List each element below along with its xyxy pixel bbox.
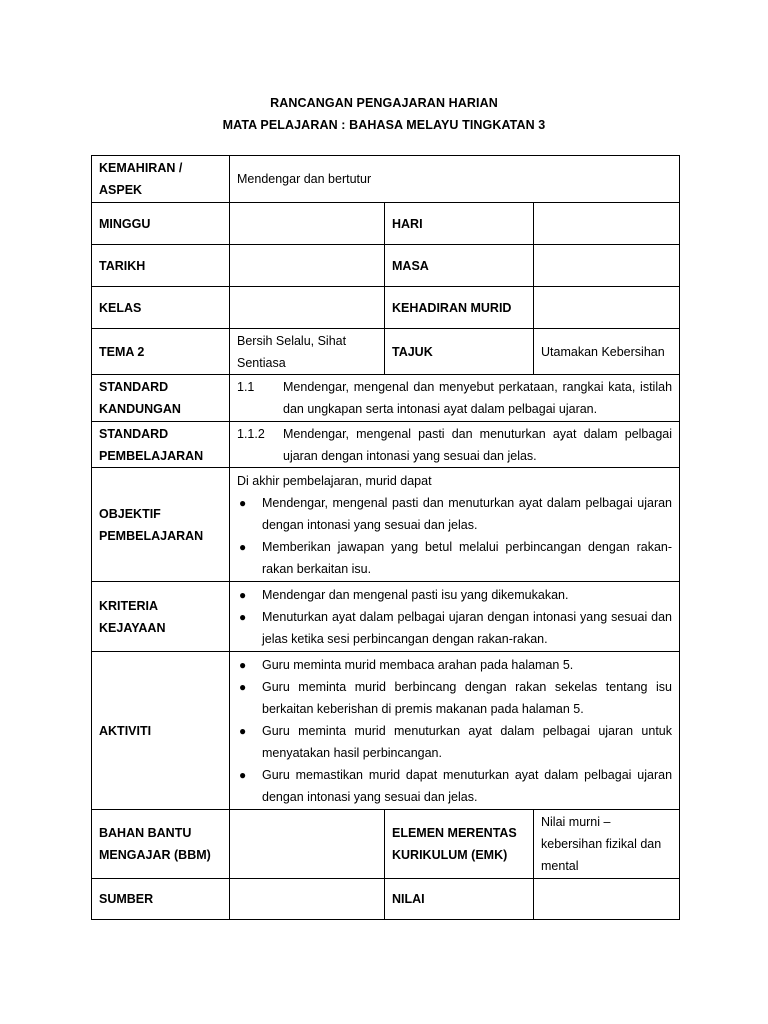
bbm-label: BAHAN BANTU MENGAJAR (BBM) <box>92 810 230 879</box>
emk-value: Nilai murni – kebersihan fizikal dan mental <box>534 810 680 879</box>
objektif-intro: Di akhir pembelajaran, murid dapat <box>237 473 432 488</box>
bullet-icon: ● <box>239 679 247 694</box>
aktiviti-label: AKTIVITI <box>92 652 230 810</box>
standard-kandungan-label: STANDARD KANDUNGAN <box>92 375 230 422</box>
emk-label: ELEMEN MERENTAS KURIKULUM (EMK) <box>385 810 534 879</box>
bullet-icon: ● <box>239 609 247 624</box>
document-subtitle: MATA PELAJARAN : BAHASA MELAYU TINGKATAN 3 <box>222 118 546 132</box>
table-row <box>92 287 680 329</box>
bullet-icon: ● <box>239 657 247 672</box>
objektif-cell <box>230 468 680 582</box>
standard-pembelajaran-label: STANDARD PEMBELAJARAN <box>92 422 230 468</box>
minggu-value <box>230 203 385 245</box>
table-row <box>92 879 680 920</box>
kehadiran-label: KEHADIRAN MURID <box>385 287 534 329</box>
aktiviti-list <box>237 654 672 808</box>
list-item: ● Mendengar dan mengenal pasti isu yang dikemukakan. <box>237 584 672 606</box>
table-row <box>92 203 680 245</box>
kelas-label: KELAS <box>92 287 230 329</box>
objektif-label: OBJEKTIF PEMBELAJARAN <box>92 468 230 582</box>
objektif-list <box>237 492 672 580</box>
hari-value <box>534 203 680 245</box>
list-item: ● Guru meminta murid membaca arahan pada halaman 5. <box>237 654 672 676</box>
table-row <box>92 156 680 203</box>
document-title: RANCANGAN PENGAJARAN HARIAN <box>270 96 498 110</box>
kriteria-list <box>237 584 672 650</box>
kelas-value <box>230 287 385 329</box>
masa-value <box>534 245 680 287</box>
list-item: ● Menuturkan ayat dalam pelbagai ujaran dengan intonasi yang sesuai dan jelas ketika sesi perbincangan dengan rakan-rakan. <box>237 606 672 650</box>
sumber-label: SUMBER <box>92 879 230 920</box>
bbm-value <box>230 810 385 879</box>
table-row <box>92 375 680 422</box>
tema-label: TEMA 2 <box>92 329 230 375</box>
tarikh-label: TARIKH <box>92 245 230 287</box>
sumber-value <box>230 879 385 920</box>
tajuk-value: Utamakan Kebersihan <box>534 329 680 375</box>
table-row <box>92 422 680 468</box>
hari-label: HARI <box>385 203 534 245</box>
standard-kandungan-number: 1.1 <box>237 380 255 394</box>
tajuk-label: TAJUK <box>385 329 534 375</box>
bullet-icon: ● <box>239 587 247 602</box>
table-row <box>92 468 680 582</box>
kriteria-cell <box>230 582 680 652</box>
bullet-icon: ● <box>239 723 247 738</box>
list-item: ● Memberikan jawapan yang betul melalui perbincangan dengan rakan-rakan berkaitan isu. <box>237 536 672 580</box>
nilai-value <box>534 879 680 920</box>
list-item: ● Guru memastikan murid dapat menuturkan ayat dalam pelbagai ujaran dengan intonasi yang sesuai dan jelas. <box>237 764 672 808</box>
list-item: ● Guru meminta murid menuturkan ayat dalam pelbagai ujaran untuk menyatakan hasil perbincangan. <box>237 720 672 764</box>
aktiviti-cell <box>230 652 680 810</box>
kriteria-label: KRITERIA KEJAYAAN <box>92 582 230 652</box>
bullet-icon: ● <box>239 495 247 510</box>
standard-pembelajaran-text: Mendengar, mengenal pasti dan menuturkan ayat dalam pelbagai ujaran dengan intonasi yang sesuai dan jelas. <box>283 426 673 463</box>
tarikh-value <box>230 245 385 287</box>
kemahiran-label: KEMAHIRAN / ASPEK <box>92 156 230 203</box>
nilai-label: NILAI <box>385 879 534 920</box>
kehadiran-value <box>534 287 680 329</box>
table-row <box>92 329 680 375</box>
standard-pembelajaran-number: 1.1.2 <box>237 426 265 441</box>
standard-kandungan-text: Mendengar, mengenal dan menyebut perkataan, rangkai kata, istilah dan ungkapan serta intonasi ayat dalam pelbagai ujaran. <box>283 380 673 416</box>
kemahiran-value: Mendengar dan bertutur <box>230 156 680 203</box>
bullet-icon: ● <box>239 767 247 782</box>
lesson-plan-table <box>91 155 680 920</box>
table-row <box>92 245 680 287</box>
standard-kandungan-cell <box>230 375 680 422</box>
table-row <box>92 810 680 879</box>
list-item: ● Mendengar, mengenal pasti dan menuturkan ayat dalam pelbagai ujaran dengan intonasi yang sesuai dan jelas. <box>237 492 672 536</box>
table-row <box>92 582 680 652</box>
table-row <box>92 652 680 810</box>
masa-label: MASA <box>385 245 534 287</box>
bullet-icon: ● <box>239 539 247 554</box>
tema-value: Bersih Selalu, Sihat Sentiasa <box>230 329 385 375</box>
list-item: ● Guru meminta murid berbincang dengan rakan sekelas tentang isu berkaitan keberishan di premis makanan pada halaman 5. <box>237 676 672 720</box>
standard-pembelajaran-cell <box>230 422 680 468</box>
minggu-label: MINGGU <box>92 203 230 245</box>
